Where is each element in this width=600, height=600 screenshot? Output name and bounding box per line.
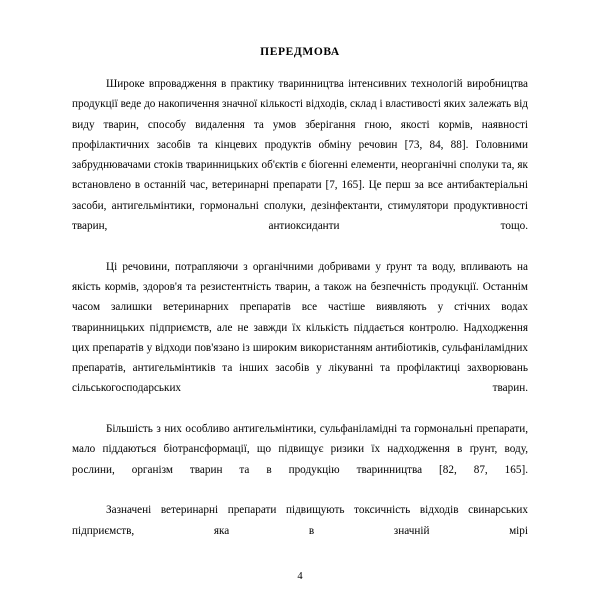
body-paragraph: Ці речовини, потрапляючи з органічними добривами у ґрунт та воду, впливають на якість кормів, здоров'я та резистентність тварин, а також на безпечність продукції. Останнім часом залишки ветеринарних препаратів все частіше виявляють у стічних водах тваринницьких підприємств, але не завжди їх кількість піддається контролю. Надходження цих препаратів у відходи пов'язано із широким використанням антибіотиків, сульфаніламідних препаратів, антигельмінтиків та інших засобів у лікуванні та профілактиці захворювань сільськогосподарських тварин. (72, 260, 528, 395)
body-paragraph: Зазначені ветеринарні препарати підвищують токсичність відходів свинарських підприємств, яка в значній мірі (72, 504, 528, 537)
page-title: ПЕРЕДМОВА (260, 46, 340, 58)
body-paragraph: Більшість з них особливо антигельмінтики, сульфаніламідні та гормональні препарати, мало піддаються біотрансформації, що підвищує ризики їх надходження в ґрунт, воду, рослини, організм тварин та в продукцію тваринництва [82, 87, 165]. (72, 423, 528, 476)
page-number: 4 (297, 571, 303, 582)
body-paragraph: Широке впровадження в практику тваринництва інтенсивних технологій виробництва продукції веде до накопичення значної кількості відходів, склад і властивості яких залежать від виду тварин, способу видалення та умов зберігання гною, якості кормів, наявності профілактичних засобів та кінцевих продуктів обміну речовин [73, 84, 88]. Головними забруднювачами стоків тваринницьких об'єктів є біогенні елементи, неорганічні сполуки та, як встановлено в останній час, ветеринарні препарати [7, 165]. Це перш за все антибактеріальні засоби, антигельмінтики, гормональні сполуки, дезінфектанти, стимулятори продуктивності тварин, антиоксиданти тощо. (72, 78, 528, 233)
